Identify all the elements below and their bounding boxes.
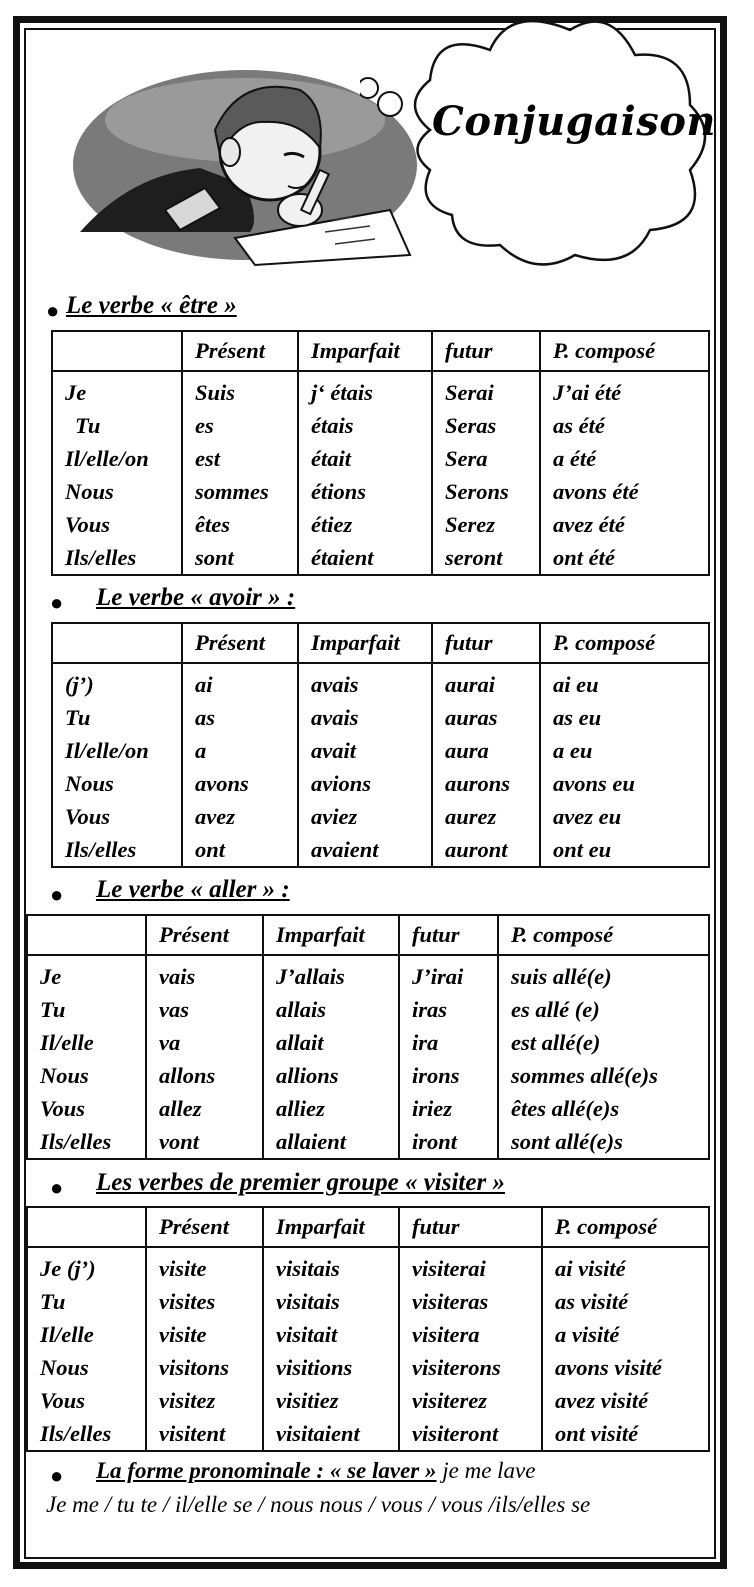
table-cell: Serons bbox=[432, 475, 540, 508]
conjugation-table-visiter bbox=[26, 1206, 710, 1452]
table-cell: vas bbox=[146, 993, 263, 1026]
table-cell: aurez bbox=[432, 800, 540, 833]
table-row bbox=[52, 442, 709, 475]
table-cell: irons bbox=[399, 1059, 498, 1092]
table-cell: visitez bbox=[146, 1384, 263, 1417]
table-cell: visitons bbox=[146, 1351, 263, 1384]
pronoun-cell: Je (j’) bbox=[27, 1247, 146, 1285]
table-cell: auront bbox=[432, 833, 540, 867]
pronoun-cell: Il/elle bbox=[27, 1026, 146, 1059]
table-cell: J’allais bbox=[263, 955, 399, 993]
table-row bbox=[27, 1417, 709, 1451]
header-cell: futur bbox=[432, 331, 540, 371]
table-cell: allaient bbox=[263, 1125, 399, 1159]
table-row bbox=[52, 701, 709, 734]
pronoun-cell: Nous bbox=[52, 767, 182, 800]
section-heading-avoir: Le verbe « avoir » : bbox=[96, 584, 296, 611]
table-cell: es bbox=[182, 409, 298, 442]
table-cell: avez eu bbox=[540, 800, 709, 833]
table-cell: ont bbox=[182, 833, 298, 867]
table-cell: allais bbox=[263, 993, 399, 1026]
pronoun-cell: Je bbox=[52, 371, 182, 409]
pronominal-example: je me lave bbox=[442, 1458, 536, 1483]
pronoun-cell: Nous bbox=[27, 1059, 146, 1092]
table-cell: ont été bbox=[540, 541, 709, 575]
header-cell: Présent bbox=[146, 915, 263, 955]
table-cell: avez bbox=[182, 800, 298, 833]
table-cell: avions bbox=[298, 767, 432, 800]
table-cell: avaient bbox=[298, 833, 432, 867]
pronominal-pronouns: Je me / tu te / il/elle se / nous nous / vous / vous /ils/elles se bbox=[46, 1492, 591, 1517]
table-cell: aura bbox=[432, 734, 540, 767]
table-cell: aviez bbox=[298, 800, 432, 833]
table-cell: ai bbox=[182, 663, 298, 701]
section-heading-etre: Le verbe « être » bbox=[66, 292, 237, 319]
table-cell: allez bbox=[146, 1092, 263, 1125]
pronoun-cell: (j’) bbox=[52, 663, 182, 701]
pronoun-cell: Nous bbox=[52, 475, 182, 508]
table-cell: Serez bbox=[432, 508, 540, 541]
table-row bbox=[27, 1285, 709, 1318]
table-cell: vont bbox=[146, 1125, 263, 1159]
header-cell: P. composé bbox=[540, 331, 709, 371]
table-cell: ai visité bbox=[542, 1247, 709, 1285]
table-row bbox=[52, 663, 709, 701]
pronoun-cell: Ils/elles bbox=[27, 1125, 146, 1159]
header-cell: P. composé bbox=[540, 623, 709, 663]
table-cell: ont eu bbox=[540, 833, 709, 867]
table-cell: visitais bbox=[263, 1247, 399, 1285]
pronoun-cell: Ils/elles bbox=[52, 833, 182, 867]
table-cell: étiez bbox=[298, 508, 432, 541]
table-cell: j‘ étais bbox=[298, 371, 432, 409]
table-row bbox=[52, 409, 709, 442]
table-row bbox=[52, 508, 709, 541]
table-cell: allions bbox=[263, 1059, 399, 1092]
table-cell: visitiez bbox=[263, 1384, 399, 1417]
pronoun-cell: Vous bbox=[27, 1092, 146, 1125]
conjugation-table-aller bbox=[26, 914, 710, 1160]
pronominal-line bbox=[96, 1458, 535, 1484]
table-cell: avais bbox=[298, 663, 432, 701]
table-cell: as été bbox=[540, 409, 709, 442]
table-cell: avons visité bbox=[542, 1351, 709, 1384]
header-cell: Imparfait bbox=[298, 623, 432, 663]
pronoun-cell: Tu bbox=[27, 1285, 146, 1318]
table-cell: sommes bbox=[182, 475, 298, 508]
table-cell: sont bbox=[182, 541, 298, 575]
pronoun-cell: Nous bbox=[27, 1351, 146, 1384]
table-cell: a eu bbox=[540, 734, 709, 767]
table-cell: a bbox=[182, 734, 298, 767]
pronoun-cell: Il/elle bbox=[27, 1318, 146, 1351]
pronoun-cell: Tu bbox=[27, 993, 146, 1026]
section-heading-aller: Le verbe « aller » : bbox=[96, 876, 290, 903]
table-row bbox=[52, 767, 709, 800]
table-cell: aurai bbox=[432, 663, 540, 701]
table-row bbox=[52, 800, 709, 833]
table-cell: avais bbox=[298, 701, 432, 734]
table-cell: ira bbox=[399, 1026, 498, 1059]
table-cell: avez été bbox=[540, 508, 709, 541]
header-cell bbox=[27, 915, 146, 955]
bullet-icon: ● bbox=[50, 590, 64, 615]
header-cell: P. composé bbox=[542, 1207, 709, 1247]
table-cell: avez visité bbox=[542, 1384, 709, 1417]
pronoun-cell: Vous bbox=[52, 800, 182, 833]
table-row bbox=[27, 993, 709, 1026]
table-row bbox=[27, 1059, 709, 1092]
header-cell: P. composé bbox=[498, 915, 709, 955]
table-cell: allons bbox=[146, 1059, 263, 1092]
table-cell: as bbox=[182, 701, 298, 734]
header-cell: futur bbox=[399, 1207, 542, 1247]
table-cell: visitaient bbox=[263, 1417, 399, 1451]
table-row bbox=[27, 1384, 709, 1417]
conjugation-table-avoir bbox=[51, 622, 710, 868]
bullet-icon: ● bbox=[50, 882, 64, 907]
table-cell: vais bbox=[146, 955, 263, 993]
pronoun-cell: Tu bbox=[52, 701, 182, 734]
table-cell: étions bbox=[298, 475, 432, 508]
table-cell: ont visité bbox=[542, 1417, 709, 1451]
pronoun-cell: Ils/elles bbox=[27, 1417, 146, 1451]
pronoun-cell: Je bbox=[27, 955, 146, 993]
pronoun-cell: Tu bbox=[52, 409, 182, 442]
table-row bbox=[27, 1026, 709, 1059]
table-cell: va bbox=[146, 1026, 263, 1059]
table-cell: est allé(e) bbox=[498, 1026, 709, 1059]
header-cell: Imparfait bbox=[263, 1207, 399, 1247]
pronoun-cell: Il/elle/on bbox=[52, 442, 182, 475]
header-cell: Présent bbox=[146, 1207, 263, 1247]
table-cell: a été bbox=[540, 442, 709, 475]
table-row bbox=[27, 1318, 709, 1351]
table-cell: Seras bbox=[432, 409, 540, 442]
header-cell bbox=[52, 623, 182, 663]
header-cell: futur bbox=[399, 915, 498, 955]
table-cell: aurons bbox=[432, 767, 540, 800]
table-cell: visitera bbox=[399, 1318, 542, 1351]
table-cell: visiterez bbox=[399, 1384, 542, 1417]
pronoun-cell: Il/elle/on bbox=[52, 734, 182, 767]
table-row bbox=[52, 475, 709, 508]
header-cell: Présent bbox=[182, 331, 298, 371]
table-cell: visiterai bbox=[399, 1247, 542, 1285]
table-cell: étais bbox=[298, 409, 432, 442]
table-cell: visiteront bbox=[399, 1417, 542, 1451]
thought-cloud-icon bbox=[360, 10, 720, 285]
table-cell: allait bbox=[263, 1026, 399, 1059]
table-cell: suis allé(e) bbox=[498, 955, 709, 993]
bullet-icon: ● bbox=[46, 298, 60, 323]
table-cell: avait bbox=[298, 734, 432, 767]
table-cell: iriez bbox=[399, 1092, 498, 1125]
pronoun-cell: Vous bbox=[27, 1384, 146, 1417]
table-cell: J’ai été bbox=[540, 371, 709, 409]
table-cell: visitions bbox=[263, 1351, 399, 1384]
table-cell: visitait bbox=[263, 1318, 399, 1351]
table-cell: êtes allé(e)s bbox=[498, 1092, 709, 1125]
header-cell bbox=[27, 1207, 146, 1247]
header-cell: futur bbox=[432, 623, 540, 663]
table-cell: iras bbox=[399, 993, 498, 1026]
table-cell: avons bbox=[182, 767, 298, 800]
table-cell: sommes allé(e)s bbox=[498, 1059, 709, 1092]
table-cell: était bbox=[298, 442, 432, 475]
table-cell: avons eu bbox=[540, 767, 709, 800]
table-cell: étaient bbox=[298, 541, 432, 575]
table-cell: visiterons bbox=[399, 1351, 542, 1384]
table-row bbox=[52, 371, 709, 409]
table-cell: visite bbox=[146, 1247, 263, 1285]
table-cell: Suis bbox=[182, 371, 298, 409]
table-cell: est bbox=[182, 442, 298, 475]
table-cell: visiteras bbox=[399, 1285, 542, 1318]
table-cell: Serai bbox=[432, 371, 540, 409]
header-cell: Imparfait bbox=[263, 915, 399, 955]
table-row bbox=[27, 1351, 709, 1384]
table-row bbox=[27, 1092, 709, 1125]
table-cell: avons été bbox=[540, 475, 709, 508]
table-cell: visite bbox=[146, 1318, 263, 1351]
table-cell: sont allé(e)s bbox=[498, 1125, 709, 1159]
table-cell: êtes bbox=[182, 508, 298, 541]
table-row bbox=[52, 833, 709, 867]
pronominal-heading: La forme pronominale : « se laver » bbox=[96, 1458, 437, 1483]
table-cell: J’irai bbox=[399, 955, 498, 993]
pronoun-cell: Ils/elles bbox=[52, 541, 182, 575]
table-cell: auras bbox=[432, 701, 540, 734]
pronoun-cell: Vous bbox=[52, 508, 182, 541]
bullet-icon: ● bbox=[50, 1463, 64, 1488]
table-cell: alliez bbox=[263, 1092, 399, 1125]
page-title: Conjugaison bbox=[432, 98, 717, 145]
table-row bbox=[27, 955, 709, 993]
table-row bbox=[27, 1247, 709, 1285]
conjugation-table-etre bbox=[51, 330, 710, 576]
table-cell: as eu bbox=[540, 701, 709, 734]
bullet-icon: ● bbox=[50, 1175, 64, 1200]
table-row bbox=[52, 541, 709, 575]
table-cell: as visité bbox=[542, 1285, 709, 1318]
table-row bbox=[27, 1125, 709, 1159]
table-cell: visites bbox=[146, 1285, 263, 1318]
header-cell: Présent bbox=[182, 623, 298, 663]
table-cell: visitent bbox=[146, 1417, 263, 1451]
header-cell bbox=[52, 331, 182, 371]
table-row bbox=[52, 734, 709, 767]
table-cell: seront bbox=[432, 541, 540, 575]
table-cell: ai eu bbox=[540, 663, 709, 701]
header-cell: Imparfait bbox=[298, 331, 432, 371]
section-heading-visiter: Les verbes de premier groupe « visiter » bbox=[96, 1169, 505, 1196]
table-cell: iront bbox=[399, 1125, 498, 1159]
table-cell: visitais bbox=[263, 1285, 399, 1318]
table-cell: a visité bbox=[542, 1318, 709, 1351]
table-cell: es allé (e) bbox=[498, 993, 709, 1026]
table-cell: Sera bbox=[432, 442, 540, 475]
